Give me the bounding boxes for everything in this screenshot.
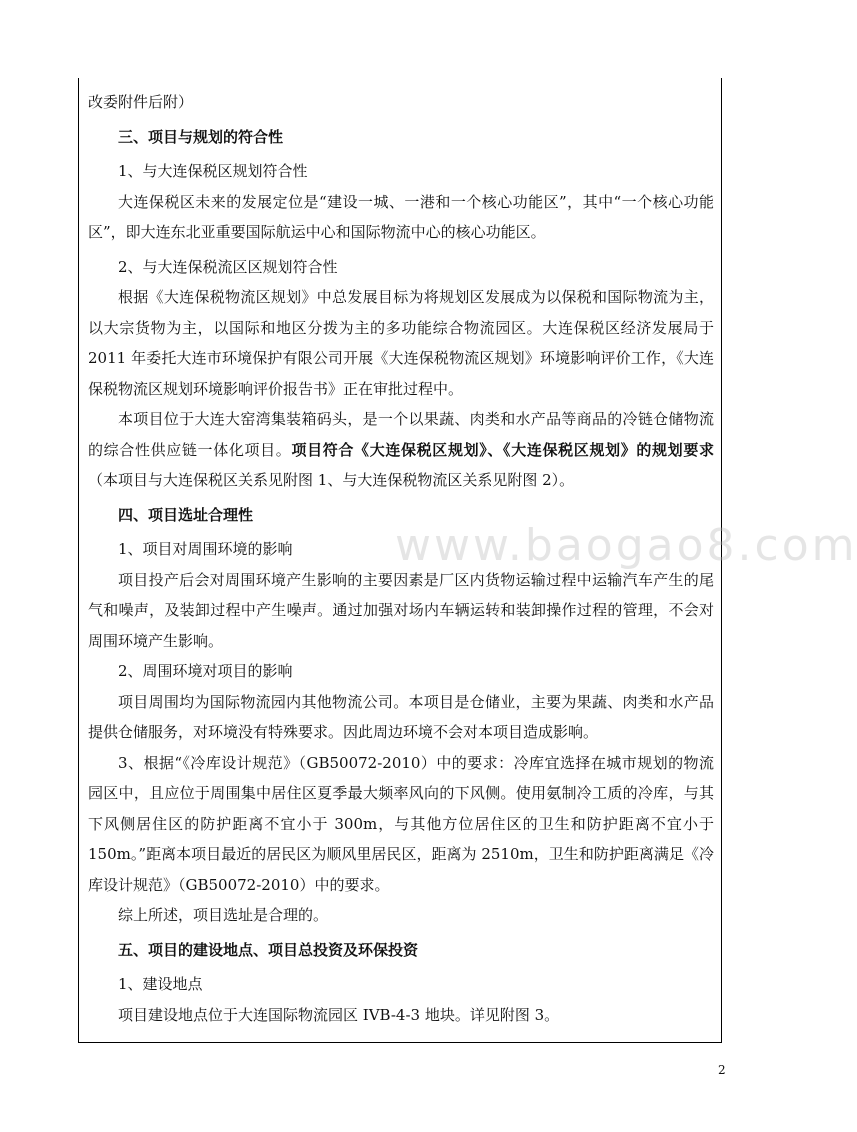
paragraph: 根据《大连保税物流区规划》中总发展目标为将规划区发展成为以保税和国际物流为主，以大宗货物为主，以国际和地区分拨为主的多功能综合物流园区。大连保税区经济发展局于 2011 年委托大连市环境保护有限公司开展《大连保税物流区规划》环境影响评价工作，《大连保税物流区规划环境影响评价报告书》正在审批过程中。 <box>88 288 714 398</box>
paragraph-bold-text: 项目符合《大连保税区规划》、《大连保税区规划》的规划要求 <box>291 440 714 459</box>
paragraph: 大连保税区未来的发展定位是“建设一城、一港和一个核心功能区”，其中“一个核心功能区”，即大连东北亚重要国际航运中心和国际物流中心的核心功能区。 <box>88 192 714 241</box>
paragraph: 改委附件后附） <box>88 93 194 111</box>
section-heading: 五、项目的建设地点、项目总投资及环保投资 <box>118 940 419 959</box>
paragraph-text: 本项目位于大连大窑湾集装箱码头，是一个以果蔬、肉类和水产品等商品的冷链仓储物流的综合性供应链一体化项目。 <box>88 410 714 459</box>
subsection-heading: 1、建设地点 <box>118 975 203 993</box>
subsection-heading: 2、与大连保税流区区规划符合性 <box>118 257 338 276</box>
paragraph: 项目周围均为国际物流园内其他物流公司。本项目是仓储业，主要为果蔬、肉类和水产品提供仓储服务，对环境没有特殊要求。因此周边环境不会对本项目造成影响。 <box>88 692 714 741</box>
document-body <box>88 87 714 1030</box>
section-heading: 三、项目与规划的符合性 <box>118 127 284 146</box>
paragraph: 项目建设地点位于大连国际物流园区 IVB-4-3 地块。详见附图 3。 <box>118 1005 560 1024</box>
page-number: 2 <box>718 1063 726 1077</box>
paragraph: 3、根据“《冷库设计规范》（GB50072-2010）中的要求：冷库宜选择在城市规划的物流园区中，且应位于周围集中居住区夏季最大频率风向的下风侧。使用氨制冷工质的冷库，与其下风侧居住区的防护距离不宜小于 300m，与其他方位居住区的卫生和防护距离不宜小于 150m。”距离本项目最近的居民区为顺风里居民区，距离为 2510m，卫生和防护距离满足《冷库设计规范》（GB50072-2010）中的要求。 <box>88 753 714 894</box>
paragraph: 项目投产后会对周围环境产生影响的主要因素是厂区内货物运输过程中运输汽车产生的尾气和噪声，及装卸过程中产生噪声。通过加强对场内车辆运转和装卸操作过程的管理，不会对周围环境产生影响。 <box>88 570 714 650</box>
subsection-heading: 2、周围环境对项目的影响 <box>118 662 293 680</box>
subsection-heading: 1、项目对周围环境的影响 <box>118 540 293 558</box>
subsection-heading: 1、与大连保税区规划符合性 <box>118 162 308 180</box>
paragraph-mixed <box>88 404 714 496</box>
paragraph: 综上所述，项目选址是合理的。 <box>118 906 329 924</box>
paragraph-tail-text: （本项目与大连保税区关系见附图 1、与大连保税物流区关系见附图 2）。 <box>88 471 575 489</box>
watermark: www.baogao8.com <box>395 520 857 571</box>
section-heading: 四、项目选址合理性 <box>118 505 254 524</box>
